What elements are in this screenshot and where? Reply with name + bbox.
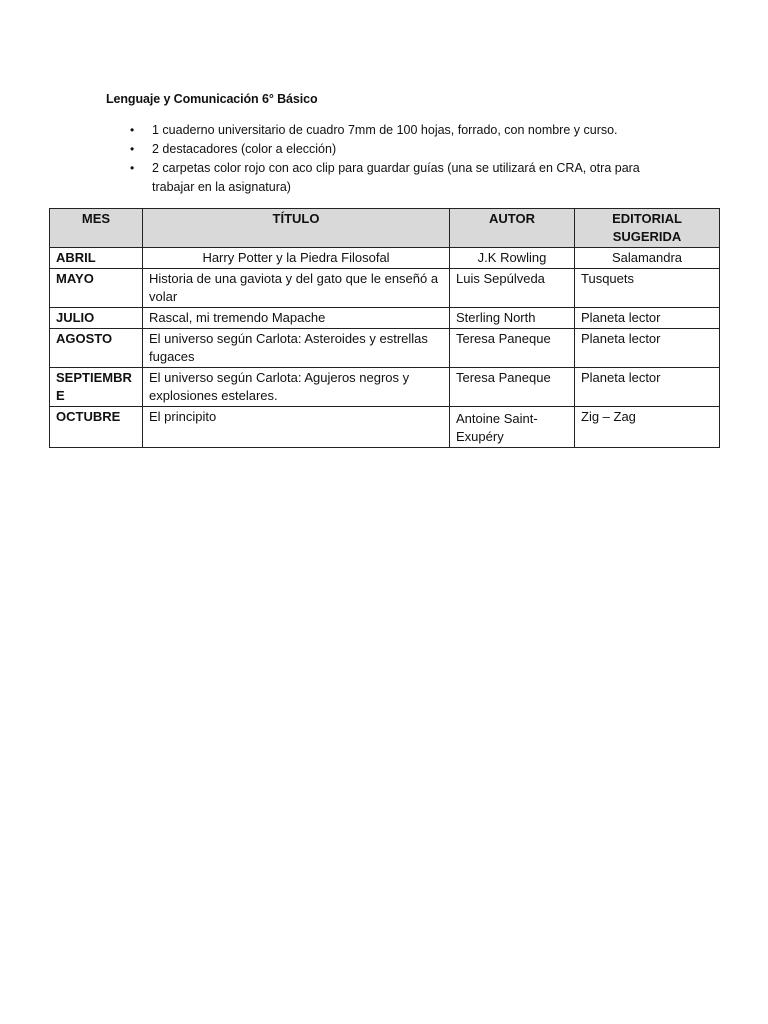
cell-editorial: Tusquets <box>575 269 720 308</box>
list-item <box>130 121 650 140</box>
cell-editorial: Salamandra <box>575 248 720 269</box>
bullet-icon: • <box>130 123 135 137</box>
cell-titulo: Historia de una gaviota y del gato que le enseñó a volar <box>143 269 450 308</box>
cell-autor <box>450 407 575 448</box>
page-title: Lenguaje y Comunicación 6° Básico <box>106 92 318 106</box>
cell-autor: Luis Sepúlveda <box>450 269 575 308</box>
list-item <box>130 159 650 197</box>
list-item-text: 2 destacadores (color a elección) <box>152 142 337 156</box>
cell-titulo: El universo según Carlota: Agujeros negros y explosiones estelares. <box>143 368 450 407</box>
cell-titulo: Harry Potter y la Piedra Filosofal <box>143 248 450 269</box>
cell-mes: AGOSTO <box>50 329 143 368</box>
table-row <box>50 407 720 448</box>
cell-mes: SEPTIEMBRE <box>50 368 143 407</box>
list-item <box>130 140 650 159</box>
table-row <box>50 308 720 329</box>
cell-mes: ABRIL <box>50 248 143 269</box>
cell-mes: MAYO <box>50 269 143 308</box>
cell-titulo: El universo según Carlota: Asteroides y estrellas fugaces <box>143 329 450 368</box>
supplies-list <box>130 121 650 197</box>
header-mes: MES <box>50 209 143 248</box>
cell-mes: JULIO <box>50 308 143 329</box>
cell-editorial: Planeta lector <box>575 329 720 368</box>
cell-editorial: Planeta lector <box>575 368 720 407</box>
list-item-text: 2 carpetas color rojo con aco clip para guardar guías (una se utilizará en CRA, otra para trabajar en la asignatura) <box>152 161 640 194</box>
reading-plan-table <box>49 208 720 448</box>
cell-titulo: Rascal, mi tremendo Mapache <box>143 308 450 329</box>
cell-autor: J.K Rowling <box>450 248 575 269</box>
table-row <box>50 329 720 368</box>
cell-titulo: El principito <box>143 407 450 448</box>
table-row <box>50 368 720 407</box>
header-titulo: TÍTULO <box>143 209 450 248</box>
table-row <box>50 248 720 269</box>
cell-autor: Sterling North <box>450 308 575 329</box>
table-row <box>50 269 720 308</box>
header-autor: AUTOR <box>450 209 575 248</box>
list-item-text: 1 cuaderno universitario de cuadro 7mm de 100 hojas, forrado, con nombre y curso. <box>152 123 618 137</box>
bullet-icon: • <box>130 161 135 175</box>
cell-editorial: Zig – Zag <box>575 407 720 448</box>
header-editorial: EDITORIAL SUGERIDA <box>575 209 720 248</box>
table-header-row <box>50 209 720 248</box>
cell-editorial: Planeta lector <box>575 308 720 329</box>
cell-autor-text: Antoine Saint-Exupéry <box>456 411 538 444</box>
cell-autor: Teresa Paneque <box>450 329 575 368</box>
cell-autor: Teresa Paneque <box>450 368 575 407</box>
cell-mes: OCTUBRE <box>50 407 143 448</box>
bullet-icon: • <box>130 142 135 156</box>
